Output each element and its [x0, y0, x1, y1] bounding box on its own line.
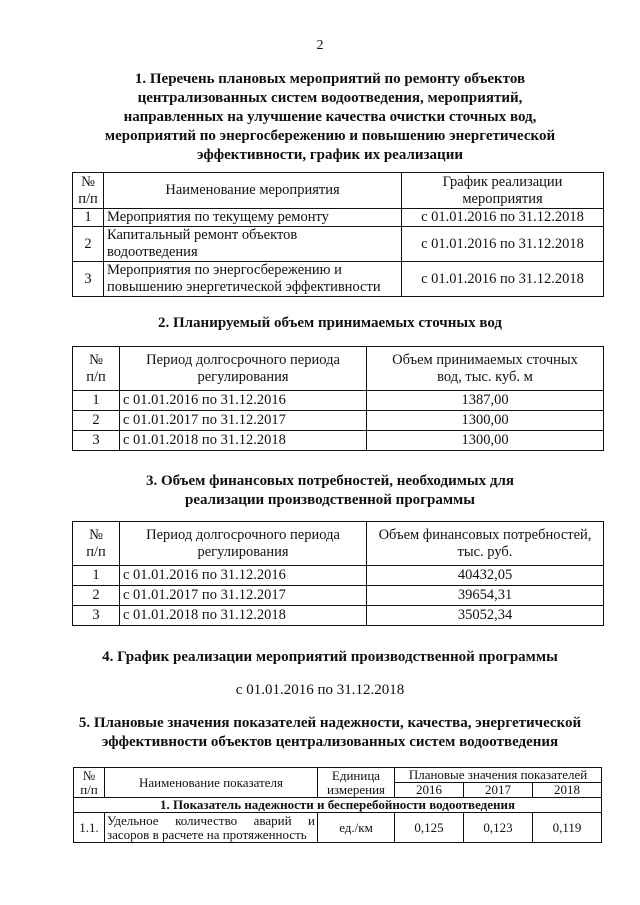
column-header-number: № п/п	[73, 522, 120, 566]
row-number: 3	[73, 431, 120, 451]
table-header-row	[73, 347, 604, 391]
table-row	[73, 586, 604, 606]
table-subheader-row	[74, 798, 602, 813]
table-row	[73, 411, 604, 431]
table-row	[73, 431, 604, 451]
activity-period: с 01.01.2016 по 31.12.2018	[402, 209, 604, 227]
column-header-number: № п/п	[74, 768, 105, 798]
period-cell: с 01.01.2018 по 31.12.2018	[120, 431, 367, 451]
activity-period: с 01.01.2016 по 31.12.2018	[402, 262, 604, 297]
period-cell: с 01.01.2016 по 31.12.2016	[120, 391, 367, 411]
finance-cell: 35052,34	[367, 606, 604, 626]
volume-cell: 1300,00	[367, 411, 604, 431]
column-header-number: № п/п	[73, 347, 120, 391]
column-header-unit: Единица измерения	[318, 768, 395, 798]
wastewater-volume-table	[72, 346, 604, 451]
column-header-activity: Наименование мероприятия	[104, 173, 402, 209]
row-number: 2	[73, 227, 104, 262]
section-2-title: 2. Планируемый объем принимаемых сточных вод	[157, 315, 503, 331]
volume-cell: 1387,00	[367, 391, 604, 411]
activity-name: Капитальный ремонт объектов водоотведения	[104, 227, 402, 262]
column-header-year: 2016	[395, 783, 464, 798]
finance-cell: 39654,31	[367, 586, 604, 606]
section-4-period: с 01.01.2016 по 31.12.2018	[235, 682, 405, 698]
value-2017: 0,123	[464, 813, 533, 843]
period-cell: с 01.01.2017 по 31.12.2017	[120, 586, 367, 606]
table-row	[73, 209, 604, 227]
section-5-title: 5. Плановые значения показателей надежности, качества, энергетической эффективности объектов централизованных систем водоотведения	[78, 715, 582, 750]
period-cell: с 01.01.2016 по 31.12.2016	[120, 566, 367, 586]
table-header-row	[73, 522, 604, 566]
table-row	[73, 566, 604, 586]
financial-needs-table	[72, 521, 604, 626]
column-header-indicator: Наименование показателя	[105, 768, 318, 798]
column-header-schedule: График реализации мероприятия	[402, 173, 604, 209]
row-number: 2	[73, 411, 120, 431]
table-header-row	[74, 768, 602, 783]
table-row	[73, 262, 604, 297]
finance-cell: 40432,05	[367, 566, 604, 586]
row-number: 3	[73, 606, 120, 626]
table-row	[73, 606, 604, 626]
unit-cell: ед./км	[318, 813, 395, 843]
activity-name: Мероприятия по текущему ремонту	[104, 209, 402, 227]
table-row	[73, 227, 604, 262]
row-number: 1	[73, 566, 120, 586]
section-4-title: 4. График реализации мероприятий производственной программы	[102, 649, 558, 665]
table-row	[74, 813, 602, 843]
column-header-finance: Объем финансовых потребностей, тыс. руб.	[367, 522, 604, 566]
column-header-year: 2017	[464, 783, 533, 798]
table-header-row	[73, 173, 604, 209]
activities-table	[72, 172, 604, 297]
value-2016: 0,125	[395, 813, 464, 843]
table-row	[73, 391, 604, 411]
activity-period: с 01.01.2016 по 31.12.2018	[402, 227, 604, 262]
volume-cell: 1300,00	[367, 431, 604, 451]
page-number: 2	[316, 38, 324, 53]
column-header-period: Период долгосрочного периода регулирования	[120, 347, 367, 391]
activity-name: Мероприятия по энергосбережению и повышению энергетической эффективности	[104, 262, 402, 297]
column-header-year: 2018	[533, 783, 602, 798]
column-header-period: Период долгосрочного периода регулирования	[120, 522, 367, 566]
period-cell: с 01.01.2017 по 31.12.2017	[120, 411, 367, 431]
column-header-number: № п/п	[73, 173, 104, 209]
indicator-name: Удельное количество аварий и засоров в расчете на протяженность	[105, 813, 318, 843]
row-number: 3	[73, 262, 104, 297]
column-header-planned-values: Плановые значения показателей	[395, 768, 602, 783]
section-1-title: 1. Перечень плановых мероприятий по ремонту объектов централизованных систем водоотведения, мероприятий, направленных на улучшение качества очистки сточных вод, мероприятий по энергосбережению и повышению энергетической эффективности, график их реализации	[104, 71, 556, 163]
row-number: 1	[73, 391, 120, 411]
indicators-table	[73, 767, 602, 843]
value-2018: 0,119	[533, 813, 602, 843]
column-header-volume: Объем принимаемых сточных вод, тыс. куб. м	[367, 347, 604, 391]
indicator-group-title: 1. Показатель надежности и бесперебойности водоотведения	[74, 798, 602, 813]
row-number: 1	[73, 209, 104, 227]
row-number: 2	[73, 586, 120, 606]
section-3-title: 3. Объем финансовых потребностей, необходимых для реализации производственной программы	[145, 473, 515, 508]
period-cell: с 01.01.2018 по 31.12.2018	[120, 606, 367, 626]
row-number: 1.1.	[74, 813, 105, 843]
